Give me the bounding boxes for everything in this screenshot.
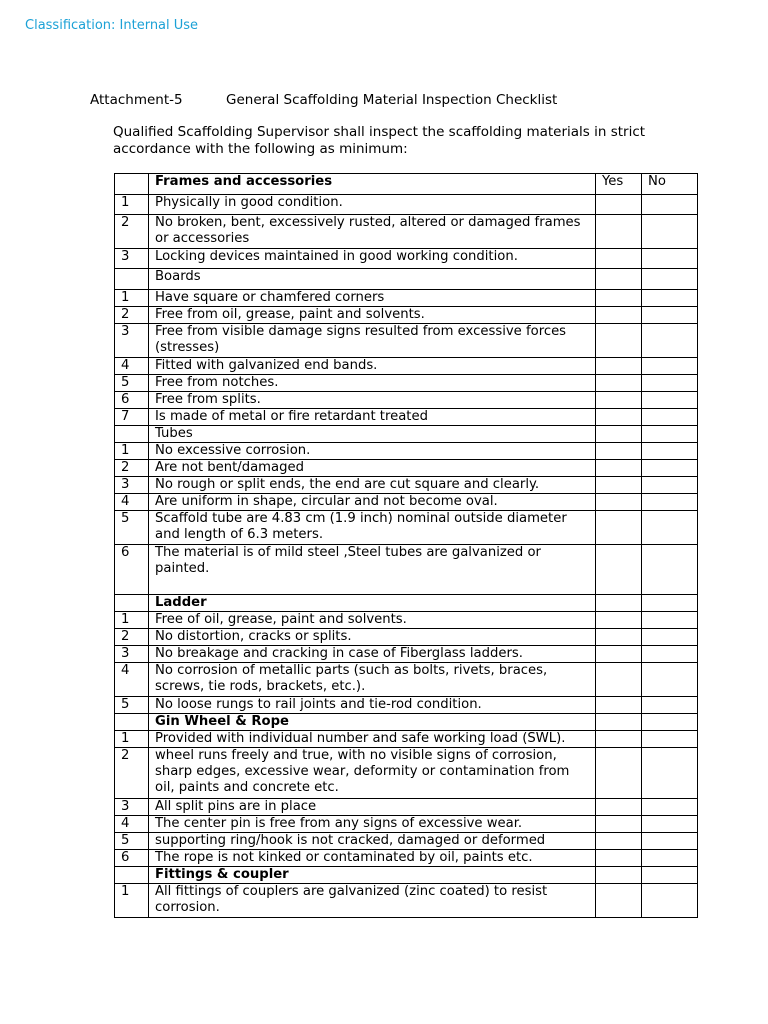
item-number: 7 [115, 409, 149, 426]
item-number [115, 714, 149, 731]
item-number: 1 [115, 195, 149, 215]
section-title: Frames and accessories [149, 174, 596, 195]
yes-checkbox-cell[interactable] [596, 460, 642, 477]
item-text: The material is of mild steel ,Steel tubes are galvanized or painted. [149, 545, 596, 595]
intro-paragraph: Qualified Scaffolding Supervisor shall inspect the scaffolding materials in strict accordance with the following as minimum: [113, 124, 646, 157]
no-checkbox-cell[interactable] [642, 595, 698, 612]
item-number: 1 [115, 884, 149, 918]
no-checkbox-cell[interactable] [642, 867, 698, 884]
checklist-row [115, 629, 698, 646]
item-text: No broken, bent, excessively rusted, altered or damaged frames or accessories [149, 215, 596, 249]
yes-checkbox-cell[interactable] [596, 697, 642, 714]
yes-checkbox-cell[interactable] [596, 269, 642, 290]
checklist-row [115, 816, 698, 833]
no-column-header: No [642, 174, 698, 195]
yes-checkbox-cell[interactable] [596, 358, 642, 375]
item-number: 4 [115, 494, 149, 511]
no-checkbox-cell[interactable] [642, 697, 698, 714]
no-checkbox-cell[interactable] [642, 799, 698, 816]
yes-checkbox-cell[interactable] [596, 748, 642, 799]
no-checkbox-cell[interactable] [642, 460, 698, 477]
no-checkbox-cell[interactable] [642, 269, 698, 290]
no-checkbox-cell[interactable] [642, 195, 698, 215]
item-number: 4 [115, 358, 149, 375]
document-title: General Scaffolding Material Inspection Checklist [226, 92, 558, 108]
section-title: Tubes [149, 426, 596, 443]
yes-checkbox-cell[interactable] [596, 443, 642, 460]
checklist-row [115, 799, 698, 816]
yes-checkbox-cell[interactable] [596, 663, 642, 697]
item-number: 3 [115, 646, 149, 663]
checklist-row [115, 646, 698, 663]
checklist-section-row [115, 174, 698, 195]
yes-checkbox-cell[interactable] [596, 714, 642, 731]
checklist-row [115, 833, 698, 850]
no-checkbox-cell[interactable] [642, 748, 698, 799]
item-number: 2 [115, 460, 149, 477]
checklist-row [115, 477, 698, 494]
classification-label: Classification: Internal Use [25, 18, 199, 33]
item-number: 1 [115, 290, 149, 307]
item-number: 3 [115, 799, 149, 816]
item-text: Free from splits. [149, 392, 596, 409]
yes-checkbox-cell[interactable] [596, 731, 642, 748]
section-title: Ladder [149, 595, 596, 612]
checklist-row [115, 545, 698, 595]
attachment-label: Attachment-5 [90, 92, 183, 108]
checklist-row [115, 663, 698, 697]
no-checkbox-cell[interactable] [642, 884, 698, 918]
checklist-section-row [115, 867, 698, 884]
checklist-row [115, 612, 698, 629]
item-text: All split pins are in place [149, 799, 596, 816]
item-number [115, 595, 149, 612]
no-checkbox-cell[interactable] [642, 545, 698, 595]
item-text: Are not bent/damaged [149, 460, 596, 477]
item-text: supporting ring/hook is not cracked, damaged or deformed [149, 833, 596, 850]
item-text: No loose rungs to rail joints and tie-rod condition. [149, 697, 596, 714]
yes-checkbox-cell[interactable] [596, 816, 642, 833]
yes-checkbox-cell[interactable] [596, 392, 642, 409]
no-checkbox-cell[interactable] [642, 477, 698, 494]
no-checkbox-cell[interactable] [642, 714, 698, 731]
no-checkbox-cell[interactable] [642, 850, 698, 867]
no-checkbox-cell[interactable] [642, 375, 698, 392]
item-number: 2 [115, 748, 149, 799]
item-text: No excessive corrosion. [149, 443, 596, 460]
item-text: Scaffold tube are 4.83 cm (1.9 inch) nominal outside diameter and length of 6.3 meters. [149, 511, 596, 545]
item-number [115, 867, 149, 884]
item-number: 1 [115, 612, 149, 629]
no-checkbox-cell[interactable] [642, 511, 698, 545]
checklist-row [115, 392, 698, 409]
document-heading [90, 92, 558, 108]
checklist-section-row [115, 595, 698, 612]
checklist-row [115, 409, 698, 426]
checklist-row [115, 748, 698, 799]
no-checkbox-cell[interactable] [642, 215, 698, 249]
item-number: 3 [115, 477, 149, 494]
item-text: Physically in good condition. [149, 195, 596, 215]
item-number: 6 [115, 392, 149, 409]
yes-checkbox-cell[interactable] [596, 249, 642, 269]
yes-checkbox-cell[interactable] [596, 477, 642, 494]
no-checkbox-cell[interactable] [642, 358, 698, 375]
no-checkbox-cell[interactable] [642, 409, 698, 426]
item-text: wheel runs freely and true, with no visible signs of corrosion, sharp edges, excessive wear, deformity or contamination from oil, paints and concrete etc. [149, 748, 596, 799]
checklist-row [115, 249, 698, 269]
yes-checkbox-cell[interactable] [596, 426, 642, 443]
section-title: Boards [149, 269, 596, 290]
item-text: No corrosion of metallic parts (such as bolts, rivets, braces, screws, tie rods, brackets, etc.). [149, 663, 596, 697]
item-text: Free from oil, grease, paint and solvents. [149, 307, 596, 324]
yes-checkbox-cell[interactable] [596, 290, 642, 307]
yes-checkbox-cell[interactable] [596, 307, 642, 324]
yes-checkbox-cell[interactable] [596, 884, 642, 918]
checklist-row [115, 290, 698, 307]
item-number [115, 174, 149, 195]
checklist-row [115, 850, 698, 867]
yes-checkbox-cell[interactable] [596, 494, 642, 511]
checklist-row [115, 307, 698, 324]
item-text: Free from notches. [149, 375, 596, 392]
checklist-row [115, 460, 698, 477]
item-number: 2 [115, 215, 149, 249]
item-number: 3 [115, 324, 149, 358]
item-text: Fitted with galvanized end bands. [149, 358, 596, 375]
no-checkbox-cell[interactable] [642, 307, 698, 324]
item-number: 1 [115, 443, 149, 460]
no-checkbox-cell[interactable] [642, 663, 698, 697]
item-text: No breakage and cracking in case of Fiberglass ladders. [149, 646, 596, 663]
yes-checkbox-cell[interactable] [596, 195, 642, 215]
yes-checkbox-cell[interactable] [596, 409, 642, 426]
no-checkbox-cell[interactable] [642, 494, 698, 511]
yes-checkbox-cell[interactable] [596, 324, 642, 358]
item-number: 4 [115, 816, 149, 833]
item-text: All fittings of couplers are galvanized (zinc coated) to resist corrosion. [149, 884, 596, 918]
item-number: 3 [115, 249, 149, 269]
yes-checkbox-cell[interactable] [596, 833, 642, 850]
no-checkbox-cell[interactable] [642, 833, 698, 850]
no-checkbox-cell[interactable] [642, 816, 698, 833]
no-checkbox-cell[interactable] [642, 249, 698, 269]
no-checkbox-cell[interactable] [642, 426, 698, 443]
item-text: Is made of metal or fire retardant treated [149, 409, 596, 426]
no-checkbox-cell[interactable] [642, 324, 698, 358]
checklist-row [115, 443, 698, 460]
item-text: Provided with individual number and safe working load (SWL). [149, 731, 596, 748]
no-checkbox-cell[interactable] [642, 612, 698, 629]
item-text: The center pin is free from any signs of excessive wear. [149, 816, 596, 833]
yes-checkbox-cell[interactable] [596, 612, 642, 629]
item-text: No distortion, cracks or splits. [149, 629, 596, 646]
checklist-section-row [115, 269, 698, 290]
checklist-row [115, 697, 698, 714]
yes-checkbox-cell[interactable] [596, 646, 642, 663]
checklist-row [115, 358, 698, 375]
item-text: Locking devices maintained in good working condition. [149, 249, 596, 269]
checklist-row [115, 375, 698, 392]
yes-checkbox-cell[interactable] [596, 867, 642, 884]
item-number: 6 [115, 850, 149, 867]
no-checkbox-cell[interactable] [642, 629, 698, 646]
yes-column-header: Yes [596, 174, 642, 195]
item-text: Have square or chamfered corners [149, 290, 596, 307]
checklist-section-row [115, 714, 698, 731]
item-number: 5 [115, 833, 149, 850]
item-text: Free from visible damage signs resulted from excessive forces (stresses) [149, 324, 596, 358]
item-text: Are uniform in shape, circular and not become oval. [149, 494, 596, 511]
section-title: Fittings & coupler [149, 867, 596, 884]
checklist-row [115, 215, 698, 249]
yes-checkbox-cell[interactable] [596, 799, 642, 816]
yes-checkbox-cell[interactable] [596, 850, 642, 867]
no-checkbox-cell[interactable] [642, 646, 698, 663]
checklist-section-row [115, 426, 698, 443]
item-text: Free of oil, grease, paint and solvents. [149, 612, 596, 629]
item-number: 5 [115, 511, 149, 545]
item-number: 5 [115, 375, 149, 392]
item-number: 5 [115, 697, 149, 714]
yes-checkbox-cell[interactable] [596, 545, 642, 595]
yes-checkbox-cell[interactable] [596, 215, 642, 249]
checklist-row [115, 195, 698, 215]
yes-checkbox-cell[interactable] [596, 595, 642, 612]
checklist-row [115, 884, 698, 918]
no-checkbox-cell[interactable] [642, 731, 698, 748]
yes-checkbox-cell[interactable] [596, 511, 642, 545]
yes-checkbox-cell[interactable] [596, 375, 642, 392]
inspection-checklist-table [114, 173, 698, 918]
checklist-row [115, 324, 698, 358]
item-number: 6 [115, 545, 149, 595]
checklist-row [115, 511, 698, 545]
item-number: 1 [115, 731, 149, 748]
yes-checkbox-cell[interactable] [596, 629, 642, 646]
section-title: Gin Wheel & Rope [149, 714, 596, 731]
checklist-row [115, 731, 698, 748]
item-number [115, 426, 149, 443]
item-number [115, 269, 149, 290]
no-checkbox-cell[interactable] [642, 443, 698, 460]
no-checkbox-cell[interactable] [642, 290, 698, 307]
checklist-row [115, 494, 698, 511]
item-number: 4 [115, 663, 149, 697]
item-text: The rope is not kinked or contaminated by oil, paints etc. [149, 850, 596, 867]
no-checkbox-cell[interactable] [642, 392, 698, 409]
item-number: 2 [115, 307, 149, 324]
item-text: No rough or split ends, the end are cut square and clearly. [149, 477, 596, 494]
item-number: 2 [115, 629, 149, 646]
